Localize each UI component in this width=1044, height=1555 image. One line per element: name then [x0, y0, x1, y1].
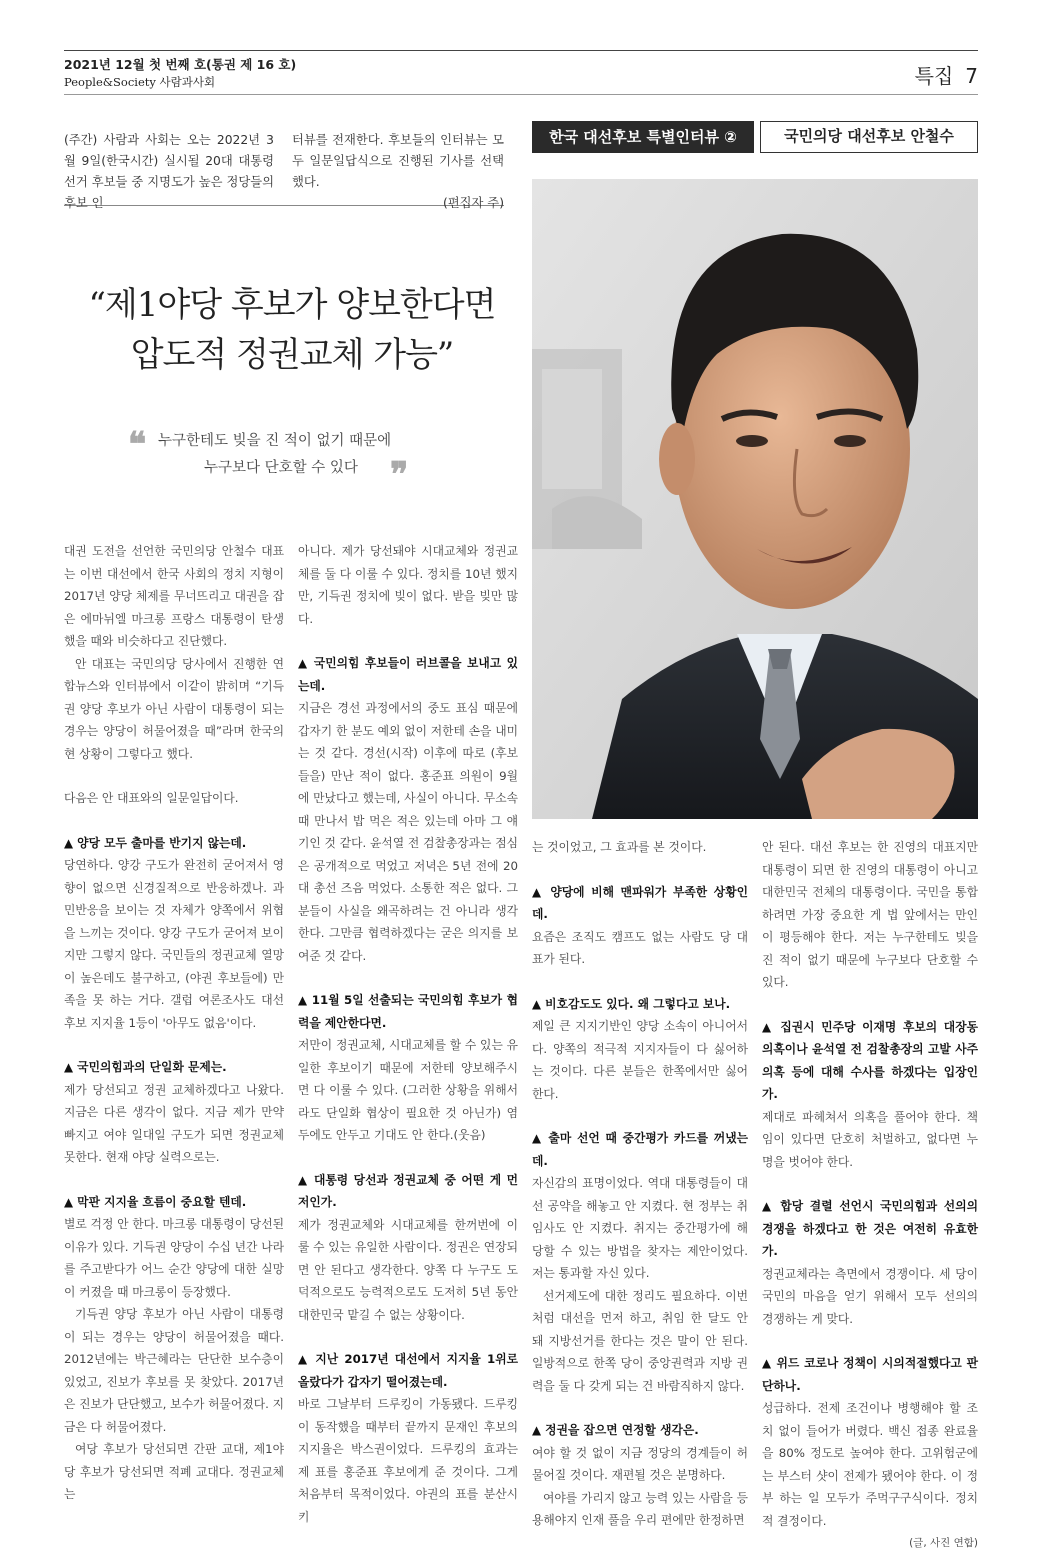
pullquote-line1: 누구한테도 빚을 진 적이 없기 때문에 [158, 433, 392, 449]
section-label [915, 60, 978, 89]
editor-note [64, 130, 504, 210]
interview-answer: 아니다. 제가 당선돼야 시대교체와 정권교체를 둘 다 이룰 수 있다. 정치를 10년 했지만, 기득권 정치에 빚이 없다. 받을 빚만 많다. [298, 544, 518, 626]
editor-credit: (편집자 주) [442, 196, 504, 210]
interview-answer: 별로 걱정 안 한다. 마크롱 대통령이 당선된 이유가 있다. 기득권 양당이 수십 년간 나라를 주고받다가 어느 순간 양당에 대한 실망이 커졌을 때 마크롱이 등장했다. [64, 1217, 284, 1299]
interview-answer: 저만이 정권교체, 시대교체를 할 수 있는 유일한 후보이기 때문에 저한테 양보해주시면 다 이룰 수 있다. (그러한 상황을 위해서라도 단일화 협상이 필요한 것 아닌가) 염두에도 안두고 기대도 안 한다.(웃음) [298, 1038, 518, 1142]
interview-answer: 지금은 경선 과정에서의 중도 표심 때문에 갑자기 한 분도 예외 없이 저한테 손을 내미는 것 같다. 경선(시작) 이후에 따로 (후보들을) 만난 적이 없다. 홍준표 의원이 9월에 만났다고 했는데, 사실이 아니다. 무소속 때 만나서 밥 먹은 적은 있는데 아마 그 얘기인 것 같다. 윤석열 전 검찰총장과는 점심은 공개적으로 먹었고 저녁은 5년 전에 20대 총선 즈음 먹었다. 소통한 적은 없다. 그분들이 사실을 왜곡하려는 건 아니라 생각한다. 그만큼 협력하겠다는 굳은 의지를 보여준 것 같다. [298, 701, 518, 963]
interview-answer: 자신감의 표명이었다. 역대 대통령들이 대선 공약을 해놓고 안 지켰다. 현 정부는 취임사도 안 지켰다. 취지는 중간평가에 해당할 수 있는 방법을 찾자는 제안이었다. 저는 통과할 자신 있다. [532, 1176, 748, 1280]
interview-question: ▲ 막판 지지율 흐름이 중요할 텐데. [64, 1194, 247, 1209]
article-column-3 [532, 836, 748, 1532]
interview-answer: 여야 할 것 없이 지금 정당의 경계들이 허물어질 것이다. 재편될 것은 분명하다. [532, 1445, 748, 1482]
interview-question: ▲ 비호감도도 있다. 왜 그렇다고 보나. [532, 996, 731, 1011]
candidate-photo [532, 179, 978, 819]
masthead [64, 50, 978, 89]
headline [64, 280, 520, 380]
interview-question: ▲ 집권시 민주당 이재명 후보의 대장동 의혹이나 윤석열 전 검찰총장의 고발 사주 의혹 등에 대해 수사를 하겠다는 입장인가. [762, 1019, 978, 1101]
interview-question: ▲ 11월 5일 선출되는 국민의힘 후보가 협력을 제안한다면. [298, 993, 518, 1030]
interview-answer: 여야를 가리지 않고 능력 있는 사람을 등용해야지 인재 풀을 우리 편에만 한정하면 [532, 1490, 748, 1527]
article-column-2 [298, 540, 518, 1528]
top-rule [64, 50, 978, 51]
headline-line1: “제1야당 후보가 양보한다면 [88, 285, 496, 325]
paragraph: 다음은 안 대표와의 일문일답이다. [64, 791, 239, 805]
headline-line2: 압도적 정권교체 가능” [130, 335, 454, 375]
interview-answer: 기득권 양당 후보가 아닌 사람이 대통령이 되는 경우는 양당이 허물어졌을 때다. 2012년에는 박근혜라는 단단한 보수층이 있었고, 진보가 후보를 못 찾았다. 2017년은 진보가 단단했고, 보수가 허물어졌다. 지금은 다 허물어졌다. [64, 1307, 284, 1434]
interview-answer: 성급하다. 전제 조건이나 병행해야 할 조치 없이 들어가 버렸다. 백신 접종 완료율을 80% 정도로 높여야 한다. 고위험군에는 부스터 샷이 전제가 됐어야 한다. 이 정부 하는 일 모두가 주먹구구식이다. 정치적 결정이다. [762, 1401, 978, 1528]
issue-info: 2021년 12월 첫 번째 호(통권 제 16 호) [64, 57, 297, 72]
paragraph: 안 대표는 국민의당 당사에서 진행한 연합뉴스와 인터뷰에서 이같이 밝히며 “기득권 양당 후보가 아닌 사람이 대통령이 되는 경우는 양당이 허물어졌을 때”라며 한국의 현 상황이 그렇다고 했다. [64, 656, 284, 761]
interview-question: ▲ 양당에 비해 맨파워가 부족한 상황인데. [532, 884, 748, 921]
interview-tags [532, 121, 978, 153]
interview-question: ▲ 합당 결렬 선언시 국민의힘과 선의의 경쟁을 하겠다고 한 것은 여전히 유효한가. [762, 1199, 978, 1258]
interview-answer: 제일 큰 지지기반인 양당 소속이 아니어서다. 양쪽의 적극적 지지자들이 다 싫어하는 것이다. 다른 분들은 한쪽에서만 싫어한다. [532, 1019, 748, 1101]
masthead-divider [64, 94, 978, 95]
interview-question: ▲ 정권을 잡으면 연정할 생각은. [532, 1423, 699, 1437]
interview-question: ▲ 국민의힘과의 단일화 문제는. [64, 1060, 227, 1074]
candidate-tag: 국민의당 대선후보 안철수 [760, 121, 978, 153]
section-title: 특집 [914, 64, 954, 88]
interview-question: ▲ 위드 코로나 정책이 시의적절했다고 판단하나. [762, 1356, 978, 1393]
pullquote-line2: 누구보다 단호할 수 있다 [204, 460, 358, 476]
interview-answer: 정권교체라는 측면에서 경쟁이다. 세 당이 국민의 마음을 얻기 위해서 모두 선의의 경쟁하는 게 맞다. [762, 1266, 978, 1326]
interview-answer: 제가 정권교체와 시대교체를 한꺼번에 이룰 수 있는 유일한 사람이다. 정권은 연장되면 안 된다고 생각한다. 양쪽 다 누구도 도덕적으로도 능력적으로도 도저히 5년 동안 대한민국 맡길 수 없는 상황이다. [298, 1217, 518, 1322]
interview-answer: 바로 그날부터 드루킹이 가동됐다. 드루킹이 동작했을 때부터 끝까지 문재인 후보의 지지율은 박스권이었다. 드루킹의 효과는 제 표를 홍준표 후보에게 준 것이다. 그게 처음부터 목적이었다. 야권의 표를 분산시키 [298, 1397, 518, 1524]
publication-name: People&Society 사람과사회 [64, 75, 216, 89]
interview-answer: 당연하다. 양강 구도가 완전히 굳어져서 영향이 없으면 신경질적으로 반응하겠나. 과민반응을 보이는 것 자체가 양쪽에서 위협을 느끼는 것이다. 양강 구도가 굳어져 보이지만 그렇지 않다. 국민들의 정권교체 열망이 높은데도 불구하고, (야권 후보들에) 만족을 못 하는 거다. 갤럽 여론조사도 대선 후보 지지율 1등이 '아무도 없음'이다. [64, 858, 284, 1030]
editor-note-text: 터뷰를 전재한다. 후보들의 인터뷰는 모두 일문일답식으로 진행된 기사를 선택했다. [292, 133, 504, 189]
open-quote-icon: ❝ [128, 425, 147, 465]
paragraph: 대권 도전을 선언한 국민의당 안철수 대표는 이번 대선에서 한국 사회의 정치 지형이 2017년 양당 체제를 무너뜨리고 대권을 잡은 에마뉘엘 마크롱 프랑스 대통령이 탄생했을 때와 비슷하다고 진단했다. [64, 544, 284, 648]
interview-answer: 제대로 파헤쳐서 의혹을 풀어야 한다. 책임이 있다면 단호히 처벌하고, 없다면 누명을 벗어야 한다. [762, 1109, 978, 1169]
interview-question: ▲ 양당 모두 출마를 반기지 않는데. [64, 835, 247, 850]
interview-answer: 여당 후보가 당선되면 간판 교대, 제1야당 후보가 당선되면 적폐 교대다. 정권교체는 [64, 1442, 284, 1501]
interview-question: ▲ 국민의힘 후보들이 러브콜을 보내고 있는데. [298, 656, 518, 693]
interview-question: ▲ 지난 2017년 대선에서 지지율 1위로 올랐다가 갑자기 떨어졌는데. [298, 1352, 518, 1389]
portrait-illustration [532, 179, 978, 819]
close-quote-icon: ❞ [390, 455, 409, 495]
interview-answer: 안 된다. 대선 후보는 한 진영의 대표지만 대통령이 되면 한 진영의 대통령이 아니고 대한민국 전체의 대통령이다. 국민을 통합하려면 가장 중요한 게 법 앞에서는 만인이 평등해야 한다. 저는 누구한테도 빚을 진 적이 없기 때문에 누구보다 단호할 수 있다. [762, 840, 978, 989]
pullquote [128, 425, 428, 495]
article-column-1 [64, 540, 284, 1506]
interview-question: ▲ 대통령 당선과 정권교체 중 어떤 게 먼저인가. [298, 1172, 518, 1209]
series-tag: 한국 대선후보 특별인터뷰 ② [532, 121, 754, 153]
article-column-4 [762, 836, 978, 1555]
interview-answer: 제가 당선되고 정권 교체하겠다고 나왔다. 지금은 다른 생각이 없다. 지금 제가 만약 빠지고 여야 일대일 구도가 되면 정권교체 못한다. 현재 야당 실력으로는. [64, 1082, 284, 1164]
interview-answer: 는 것이었고, 그 효과를 본 것이다. [532, 840, 707, 854]
interview-answer: 선거제도에 대한 정리도 필요하다. 이번처럼 대선을 먼저 하고, 취임 한 달도 안 돼 지방선거를 한다는 것은 말이 안 된다. 일방적으로 한쪽 당이 중앙권력과 지방 권력을 둘 다 갖게 되는 건 바람직하지 않다. [532, 1288, 748, 1393]
photo-credit: (글, 사진 연합) [909, 1537, 978, 1549]
interview-answer: 요즘은 조직도 캠프도 없는 사람도 당 대표가 된다. [532, 929, 748, 966]
editor-note-col1: (주간) 사람과 사회는 오는 2022년 3월 9일(한국시간) 실시될 20대 대통령선거 후보들 중 지명도가 높은 정당들의 후보 인 [64, 133, 274, 210]
interview-question: ▲ 출마 선언 때 중간평가 카드를 꺼냈는데. [532, 1131, 748, 1168]
page-number: 7 [965, 64, 978, 88]
editor-note-col2 [292, 130, 504, 214]
